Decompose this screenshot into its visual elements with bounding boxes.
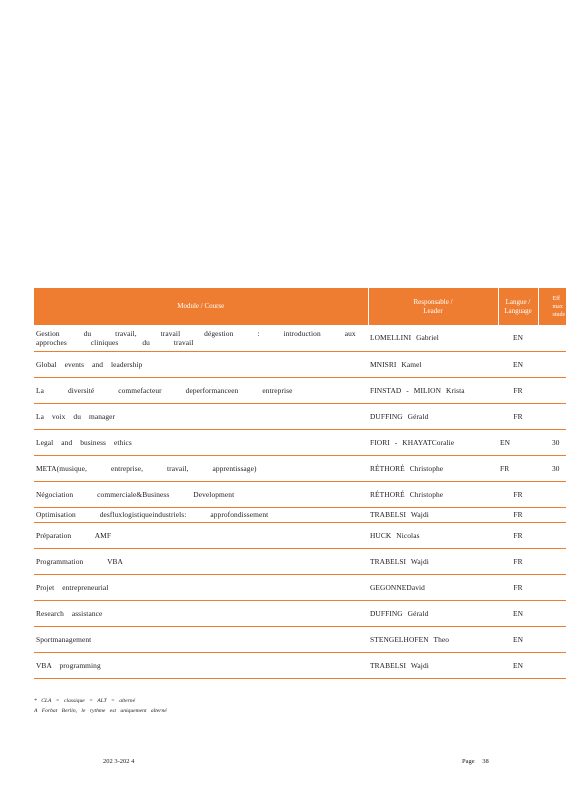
leader-cell: RÉTHORÉ Christophe [368, 481, 498, 507]
module-cell: Préparation AMF [34, 522, 368, 548]
language-cell: EN [498, 351, 538, 377]
leader-cell: GEGONNEDavid [368, 574, 498, 600]
table-row [34, 429, 566, 455]
leader-cell: DUFFING Gérald [368, 403, 498, 429]
table-row [34, 600, 566, 626]
table-row [34, 351, 566, 377]
effectif-cell [538, 325, 566, 351]
table-row [34, 548, 566, 574]
module-cell: Gestion du travail, travail dégestion : introduction aux approches cliniques du travail [34, 325, 368, 351]
leader-cell: STENGELHOFEN Theo [368, 626, 498, 652]
language-cell: EN [498, 429, 538, 455]
course-table [34, 288, 566, 679]
header-effectif-line3: stude [552, 311, 566, 318]
effectif-cell [538, 600, 566, 626]
leader-cell: TRABELSI Wajdi [368, 652, 498, 678]
table-row [34, 574, 566, 600]
effectif-cell [538, 481, 566, 507]
language-cell: EN [498, 626, 538, 652]
language-cell: FR [498, 507, 538, 522]
header-leader-line1: Responsable / [413, 297, 453, 306]
table-row [34, 652, 566, 678]
language-cell: FR [498, 522, 538, 548]
leader-cell: RÉTHORÉ Christophe [368, 455, 498, 481]
module-cell: Programmation VBA [34, 548, 368, 574]
table-row [34, 507, 566, 522]
effectif-cell [538, 652, 566, 678]
module-cell: La diversité commefacteur deperformanceen entreprise [34, 377, 368, 403]
header-effectif-line1: Eff [552, 295, 561, 302]
effectif-cell [538, 507, 566, 522]
language-cell: FR [498, 574, 538, 600]
header-leader-line2: Leader [423, 306, 443, 315]
header-effectif-line2: max [552, 303, 563, 310]
table-row [34, 403, 566, 429]
module-cell: Research assistance [34, 600, 368, 626]
footer-page-number: Page 38 [462, 758, 489, 765]
header-module: Module / Course [34, 288, 368, 325]
table-row [34, 626, 566, 652]
table-row [34, 377, 566, 403]
effectif-cell [538, 522, 566, 548]
effectif-cell [538, 377, 566, 403]
footnote-berlin: A Forbat Berlin, le rythme est uniquement alterné [34, 708, 167, 714]
footnote-legend: * CLA = classique = ALT = alterné [34, 698, 136, 704]
header-language [498, 288, 538, 325]
language-cell: FR [498, 403, 538, 429]
table-row [34, 455, 566, 481]
table-row [34, 481, 566, 507]
effectif-cell [538, 403, 566, 429]
language-cell: FR [498, 481, 538, 507]
course-table-wrapper [34, 288, 566, 679]
table-header-row [34, 288, 566, 325]
footer-academic-year: 202 3-202 4 [103, 758, 135, 765]
module-cell: Projet entrepreneurial [34, 574, 368, 600]
module-cell: Legal and business ethics [34, 429, 368, 455]
effectif-cell [538, 351, 566, 377]
module-cell: Négociation commerciale&Business Development [34, 481, 368, 507]
leader-cell: TRABELSI Wajdi [368, 548, 498, 574]
leader-cell: TRABELSI Wajdi [368, 507, 498, 522]
language-cell: EN [498, 600, 538, 626]
module-cell: META(musique, entreprise, travail, apprentissage) [34, 455, 368, 481]
language-cell: FR [498, 548, 538, 574]
header-language-line2: Language [504, 306, 532, 315]
header-effectif [538, 288, 566, 325]
table-row [34, 325, 566, 351]
leader-cell: FINSTAD - MILION Krista [368, 377, 498, 403]
language-cell: EN [498, 325, 538, 351]
effectif-cell [538, 548, 566, 574]
effectif-cell: 30 [538, 455, 566, 481]
module-cell: VBA programming [34, 652, 368, 678]
language-cell: FR [498, 455, 538, 481]
leader-cell: FIORI - KHAYATCoralie [368, 429, 498, 455]
module-cell: Global events and leadership [34, 351, 368, 377]
effectif-cell [538, 626, 566, 652]
table-row [34, 522, 566, 548]
leader-cell: DUFFING Gérald [368, 600, 498, 626]
effectif-cell: 30 [538, 429, 566, 455]
header-language-line1: Langue / [505, 297, 531, 306]
module-cell: Optimisation desfluxlogistiqueindustriels: approfondissement [34, 507, 368, 522]
module-cell: La voix du manager [34, 403, 368, 429]
leader-cell: HUCK Nicolas [368, 522, 498, 548]
module-cell: Sportmanagement [34, 626, 368, 652]
leader-cell: LOMELLINI Gabriel [368, 325, 498, 351]
effectif-cell [538, 574, 566, 600]
language-cell: EN [498, 652, 538, 678]
leader-cell: MNISRI Kamel [368, 351, 498, 377]
language-cell: FR [498, 377, 538, 403]
header-leader [368, 288, 498, 325]
